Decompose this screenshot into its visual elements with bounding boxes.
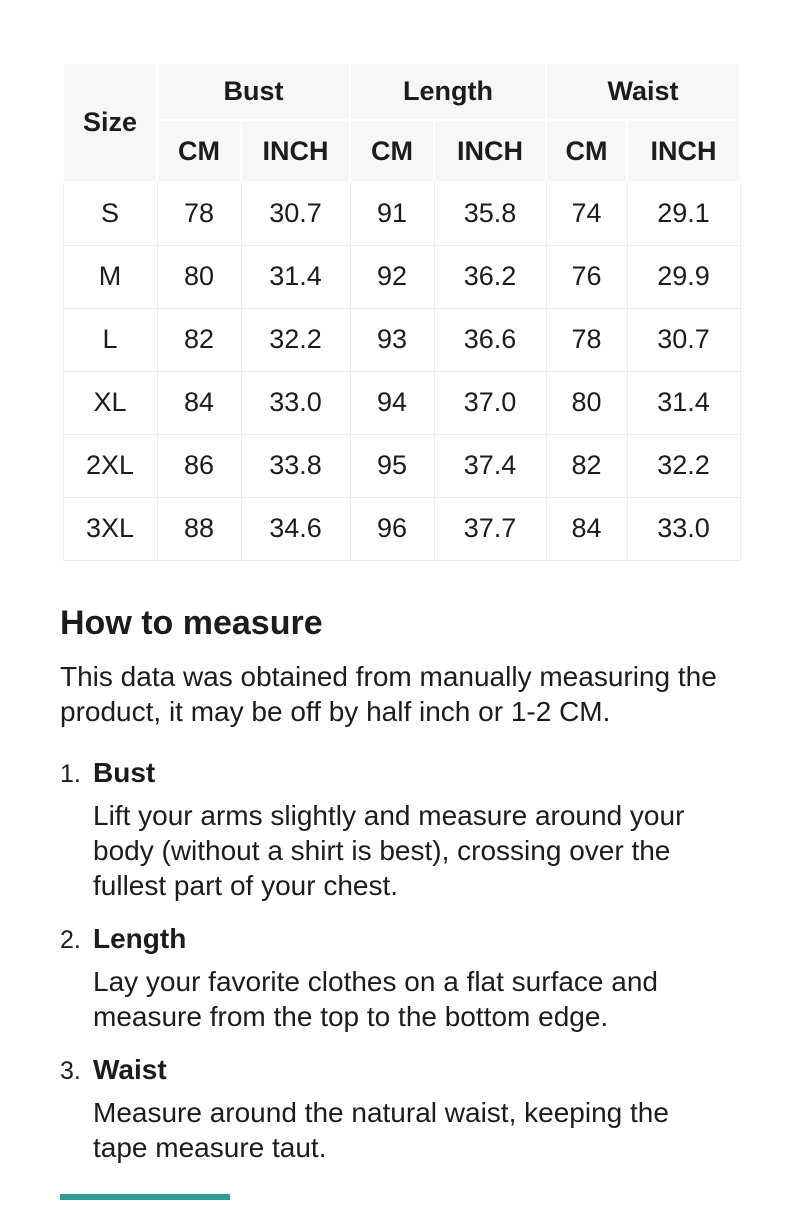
size-column-header: Size — [63, 63, 157, 182]
value-cell: 88 — [157, 497, 241, 560]
table-header-unit-row — [63, 120, 740, 182]
step-number: 1. — [60, 759, 81, 788]
size-cell: 2XL — [63, 434, 157, 497]
value-cell: 36.6 — [434, 308, 546, 371]
bottom-accent-bar — [60, 1194, 230, 1200]
length-inch-header: INCH — [434, 120, 546, 182]
value-cell: 30.7 — [241, 182, 350, 245]
size-cell: 3XL — [63, 497, 157, 560]
value-cell: 78 — [157, 182, 241, 245]
size-chart-table — [62, 62, 741, 561]
value-cell: 76 — [546, 245, 627, 308]
waist-inch-header: INCH — [627, 120, 740, 182]
step-desc-bust: Lift your arms slightly and measure around your body (without a shirt is best), crossing over the fullest part of your chest. — [93, 799, 685, 901]
step-term-waist: Waist — [93, 1053, 167, 1085]
bust-inch-header: INCH — [241, 120, 350, 182]
value-cell: 31.4 — [627, 371, 740, 434]
value-cell: 95 — [350, 434, 434, 497]
step-desc-waist: Measure around the natural waist, keeping the tape measure taut. — [93, 1096, 669, 1163]
step-term-length: Length — [93, 922, 187, 954]
value-cell: 82 — [546, 434, 627, 497]
waist-group-header: Waist — [546, 63, 740, 120]
table-row — [63, 308, 740, 371]
table-row — [63, 245, 740, 308]
measure-intro-text: This data was obtained from manually measuring the product, it may be off by half inch or 1-2 CM. — [60, 660, 717, 727]
value-cell: 74 — [546, 182, 627, 245]
value-cell: 29.1 — [627, 182, 740, 245]
value-cell: 93 — [350, 308, 434, 371]
table-row — [63, 434, 740, 497]
value-cell: 33.0 — [241, 371, 350, 434]
value-cell: 86 — [157, 434, 241, 497]
length-group-header: Length — [350, 63, 546, 120]
measure-steps-list — [60, 755, 740, 1165]
bust-cm-header: CM — [157, 120, 241, 182]
value-cell: 29.9 — [627, 245, 740, 308]
step-length — [60, 921, 740, 956]
value-cell: 34.6 — [241, 497, 350, 560]
table-header-group-row — [63, 63, 740, 120]
step-number: 2. — [60, 925, 81, 954]
value-cell: 96 — [350, 497, 434, 560]
step-waist — [60, 1052, 740, 1087]
size-cell: XL — [63, 371, 157, 434]
step-number: 3. — [60, 1056, 81, 1085]
value-cell: 33.8 — [241, 434, 350, 497]
size-cell: L — [63, 308, 157, 371]
size-cell: M — [63, 245, 157, 308]
table-row — [63, 497, 740, 560]
waist-cm-header: CM — [546, 120, 627, 182]
value-cell: 80 — [546, 371, 627, 434]
value-cell: 32.2 — [627, 434, 740, 497]
value-cell: 92 — [350, 245, 434, 308]
value-cell: 82 — [157, 308, 241, 371]
value-cell: 84 — [546, 497, 627, 560]
value-cell: 33.0 — [627, 497, 740, 560]
value-cell: 80 — [157, 245, 241, 308]
length-cm-header: CM — [350, 120, 434, 182]
table-row — [63, 182, 740, 245]
how-to-measure-heading: How to measure — [60, 603, 323, 642]
value-cell: 94 — [350, 371, 434, 434]
value-cell: 31.4 — [241, 245, 350, 308]
value-cell: 36.2 — [434, 245, 546, 308]
value-cell: 91 — [350, 182, 434, 245]
value-cell: 35.8 — [434, 182, 546, 245]
value-cell: 30.7 — [627, 308, 740, 371]
size-chart-table-container — [62, 62, 740, 561]
value-cell: 37.7 — [434, 497, 546, 560]
value-cell: 84 — [157, 371, 241, 434]
step-bust — [60, 755, 740, 790]
step-desc-length: Lay your favorite clothes on a flat surface and measure from the top to the bottom edge. — [93, 965, 658, 1032]
bust-group-header: Bust — [157, 63, 350, 120]
step-term-bust: Bust — [93, 756, 156, 788]
value-cell: 32.2 — [241, 308, 350, 371]
value-cell: 78 — [546, 308, 627, 371]
size-cell: S — [63, 182, 157, 245]
table-row — [63, 371, 740, 434]
value-cell: 37.4 — [434, 434, 546, 497]
value-cell: 37.0 — [434, 371, 546, 434]
